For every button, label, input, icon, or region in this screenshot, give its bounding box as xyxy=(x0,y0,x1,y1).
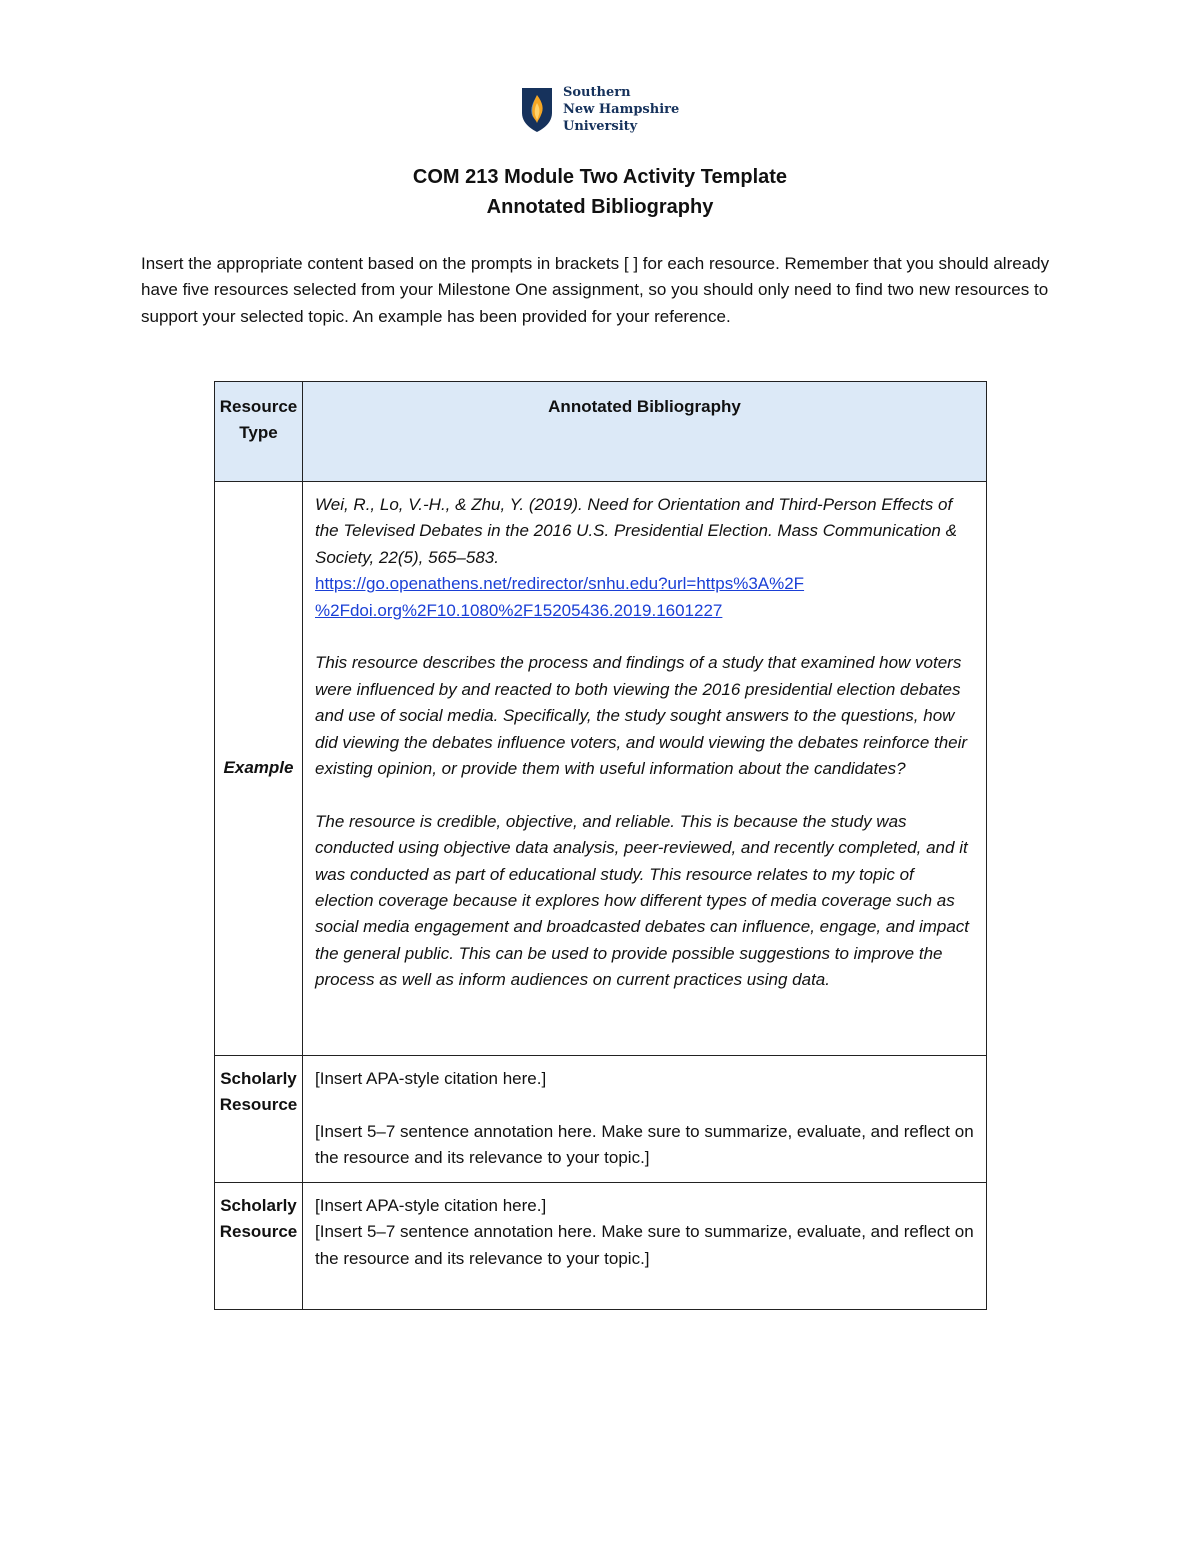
flame-shield-icon xyxy=(521,87,553,133)
scholarly-1-annotation-placeholder: [Insert 5–7 sentence annotation here. Make sure to summarize, evaluate, and reflect on the resource and its relevance to your topic.] xyxy=(315,1121,974,1168)
table-header-row xyxy=(215,382,987,482)
logo-line-2: New Hampshire xyxy=(563,102,680,117)
document-subtitle: Annotated Bibliography xyxy=(486,196,714,218)
annotated-bibliography-table xyxy=(214,381,987,1310)
document-title: COM 213 Module Two Activity Template xyxy=(412,166,788,188)
example-link-line-1: https://go.openathens.net/redirector/snhu.edu?url=https%3A%2F xyxy=(315,574,805,594)
example-citation-text: Wei, R., Lo, V.-H., & Zhu, Y. (2019). Need for Orientation and Third-Person Effects of the Televised Debates in the 2016 U.S. Presidential Election. Mass Communication & Society, 22(5), 565–583. xyxy=(315,495,957,567)
example-type-cell: Example xyxy=(215,482,303,1056)
example-citation-link[interactable] xyxy=(315,571,974,624)
example-summary-paragraph: This resource describes the process and findings of a study that examined how voters were influenced by and reacted to both viewing the 2016 presidential election debates and use of social media. Specifically, the study sought answers to the questions, how did viewing the debates influence voters, and would viewing the debates reinforce their existing opinion, or provide them with useful information about the candidates? xyxy=(315,653,968,779)
logo-line-1: Southern xyxy=(563,85,631,100)
example-link-line-2: %2Fdoi.org%2F10.1080%2F15205436.2019.1601227 xyxy=(315,600,723,620)
university-logo xyxy=(521,84,679,135)
logo-wordmark xyxy=(563,84,679,135)
table-row-example xyxy=(215,482,987,1056)
instructions-paragraph: Insert the appropriate content based on the prompts in brackets [ ] for each resource. Remember that you should already have five resources selected from your Milestone One assignment, so you should only need to find two new resources to support your selected topic. An example has been provided for your reference. xyxy=(141,254,1050,326)
logo-line-3: University xyxy=(563,119,638,134)
scholarly-1-content-cell[interactable] xyxy=(303,1056,987,1183)
header-annotated-bibliography: Annotated Bibliography xyxy=(303,382,987,482)
example-evaluation-paragraph: The resource is credible, objective, and reliable. This is because the study was conducted using objective data analysis, peer-reviewed, and recently completed, and it was conducted as part of educational study. This resource relates to my topic of election coverage because it explores how different types of media coverage such as social media engagement and broadcasted debates can influence, engage, and impact the general public. This can be used to provide possible suggestions to improve the process as well as inform audiences on current practices using data. xyxy=(315,811,970,990)
scholarly-1-type-cell: Scholarly Resource xyxy=(215,1056,303,1183)
scholarly-2-content-cell[interactable] xyxy=(303,1183,987,1310)
scholarly-1-citation-placeholder: [Insert APA-style citation here.] xyxy=(315,1069,547,1088)
table-row-scholarly-1 xyxy=(215,1056,987,1183)
table-row-scholarly-2 xyxy=(215,1183,987,1310)
header-resource-type: Resource Type xyxy=(215,382,303,482)
example-citation xyxy=(315,492,974,624)
scholarly-2-annotation-placeholder: [Insert 5–7 sentence annotation here. Make sure to summarize, evaluate, and reflect on the resource and its relevance to your topic.] xyxy=(315,1222,974,1268)
scholarly-2-citation-placeholder: [Insert APA-style citation here.] xyxy=(315,1196,547,1215)
scholarly-2-type-cell: Scholarly Resource xyxy=(215,1183,303,1310)
example-content-cell xyxy=(303,482,987,1056)
